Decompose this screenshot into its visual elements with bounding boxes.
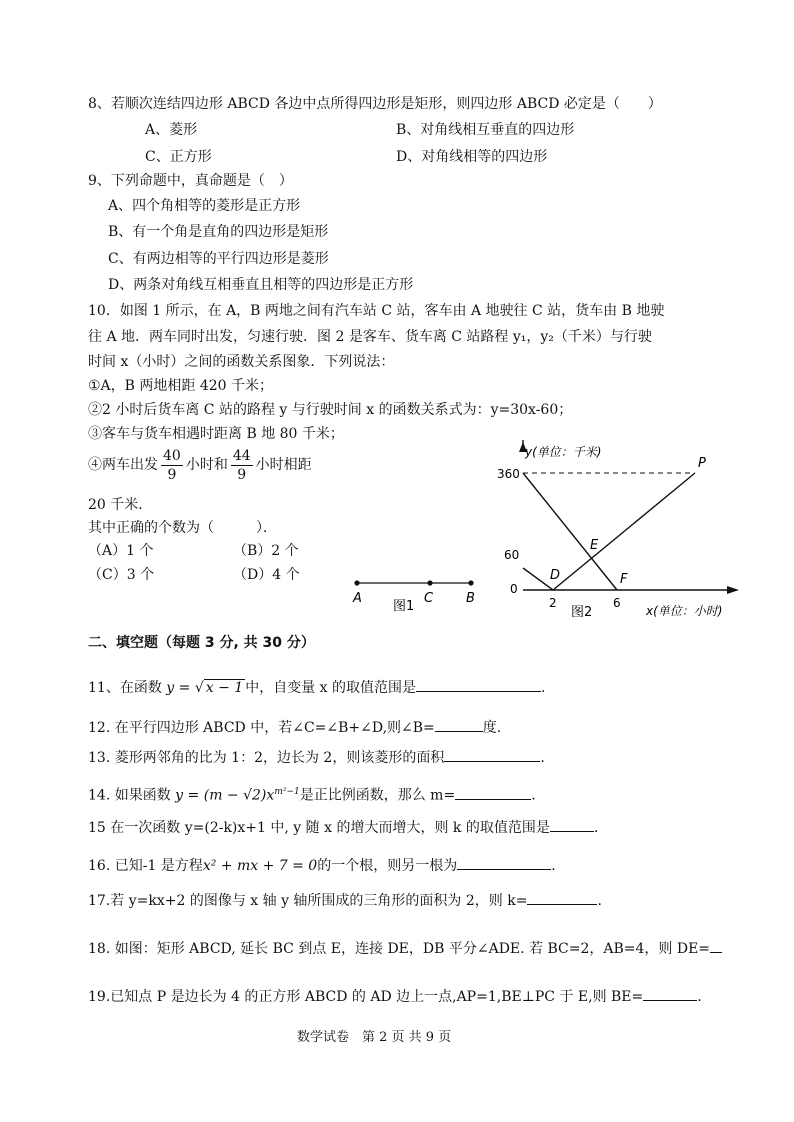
section-2-heading: 二、填空题（每题 3 分, 共 30 分） bbox=[88, 635, 315, 651]
q11-var-y: y bbox=[166, 680, 175, 696]
line-passenger-car bbox=[523, 473, 617, 590]
q14 bbox=[88, 782, 536, 806]
y-axis-label: y(单位：千米) bbox=[525, 445, 602, 459]
q8-option-a: A、菱形 bbox=[145, 122, 198, 138]
q10-option-b: （B）2 个 bbox=[233, 543, 299, 559]
sqrt-icon: √ bbox=[194, 680, 204, 696]
point-label-d: D bbox=[550, 568, 561, 583]
q14-text-b: 是正比例函数，那么 m= bbox=[299, 787, 456, 804]
q17-end: . bbox=[597, 893, 602, 909]
q10-option-d: （D）4 个 bbox=[233, 567, 300, 583]
point-c bbox=[427, 580, 432, 585]
q18-text: 18. 如图：矩形 ABCD, 延长 BC 到点 E，连接 DE，DB 平分∠ADE. 若 BC=2，AB=4，则 DE= bbox=[88, 941, 711, 957]
q14-exponent: m²−1 bbox=[274, 787, 300, 797]
fraction-40-9 bbox=[161, 447, 183, 484]
q11-equals: = bbox=[174, 680, 195, 696]
q17-answer-blank[interactable] bbox=[527, 890, 597, 905]
q12 bbox=[88, 717, 501, 738]
q11-text-b: 中，自变量 x 的取值范围是 bbox=[245, 680, 416, 696]
q10-s4-part-c: 小时相距 bbox=[255, 457, 312, 473]
q10-s4-part-a: ④两车出发 bbox=[88, 457, 158, 473]
q11-end: . bbox=[541, 680, 546, 696]
figure-2 bbox=[495, 440, 755, 620]
page-footer: 数学试卷 第 2 页 共 9 页 bbox=[297, 1030, 452, 1045]
point-label-e: E bbox=[590, 538, 599, 553]
label-c: C bbox=[424, 591, 434, 606]
q10-statement-1: ①A，B 两地相距 420 千米； bbox=[88, 378, 274, 394]
x-axis-label: x(单位：小时) bbox=[646, 604, 723, 618]
q11 bbox=[88, 677, 545, 698]
q19 bbox=[88, 986, 702, 1007]
fraction-44-9 bbox=[231, 447, 253, 484]
q8-option-c: C、正方形 bbox=[145, 149, 212, 165]
q18 bbox=[88, 938, 722, 959]
q16-text-b: 的一个根，则另一根为 bbox=[317, 858, 458, 874]
q10-option-c: （C）3 个 bbox=[88, 567, 155, 583]
q15 bbox=[88, 817, 598, 838]
q12-answer-blank[interactable] bbox=[435, 717, 483, 732]
q16-end: . bbox=[551, 858, 556, 874]
q11-radicand: x − 1 bbox=[205, 680, 244, 696]
q8-option-d: D、对角线相等的四边形 bbox=[396, 149, 548, 165]
q10-statement-2: ②2 小时后货车离 C 站的路程 y 与行驶时间 x 的函数关系式为：y=30x-60； bbox=[88, 402, 573, 418]
q14-text-a: 14. 如果函数 bbox=[88, 787, 171, 804]
fraction-numerator: 40 bbox=[163, 447, 181, 464]
q18-answer-blank[interactable] bbox=[710, 938, 722, 953]
q13 bbox=[88, 747, 545, 768]
x-axis-arrow-icon bbox=[727, 586, 739, 594]
point-a bbox=[354, 580, 359, 585]
q11-answer-blank[interactable] bbox=[416, 677, 541, 692]
fraction-numerator: 44 bbox=[232, 447, 251, 464]
tick-label-60: 60 bbox=[504, 548, 520, 562]
q10-option-a: （A）1 个 bbox=[88, 543, 154, 559]
q19-end: . bbox=[697, 989, 702, 1005]
q10-statement-4-end: 20 千米． bbox=[88, 497, 153, 513]
line-truck bbox=[523, 473, 695, 590]
point-label-f: F bbox=[620, 572, 628, 587]
q9-option-b: B、有一个角是直角的四边形是矩形 bbox=[108, 224, 329, 240]
q14-coefficient: (m − √2) bbox=[203, 787, 267, 804]
q14-answer-blank[interactable] bbox=[455, 785, 531, 800]
q9-option-c: C、有两边相等的平行四边形是菱形 bbox=[108, 251, 329, 267]
q16-text-a: 16. 已知-1 是方程 bbox=[88, 858, 203, 874]
q16-answer-blank[interactable] bbox=[457, 855, 551, 870]
origin-label: 0 bbox=[510, 582, 518, 596]
q13-answer-blank[interactable] bbox=[444, 747, 540, 762]
q16-equation: x² + mx + 7 = 0 bbox=[202, 858, 318, 874]
q8-stem: 8、若顺次连结四边形 ABCD 各边中点所得四边形是矩形，则四边形 ABCD 必定是（ ） bbox=[88, 96, 662, 112]
fraction-denominator: 9 bbox=[167, 466, 177, 483]
q10-s4-part-b: 小时和 bbox=[185, 457, 228, 473]
q14-var-x: x bbox=[266, 787, 275, 804]
q12-text: 12. 在平行四边形 ABCD 中，若∠C=∠B+∠D,则∠B= bbox=[88, 720, 435, 736]
q12-end: 度. bbox=[482, 720, 502, 736]
figure-1 bbox=[345, 572, 485, 617]
q14-equals: = bbox=[183, 787, 204, 804]
tick-label-360: 360 bbox=[497, 467, 520, 481]
q15-text: 15 在一次函数 y=(2-k)x+1 中, y 随 x 的增大而增大，则 k 的取值范围是 bbox=[88, 820, 550, 836]
q13-text: 13. 菱形两邻角的比为 1：2，边长为 2，则该菱形的面积 bbox=[88, 750, 445, 766]
label-b: B bbox=[466, 591, 475, 606]
q15-answer-blank[interactable] bbox=[550, 817, 594, 832]
label-a: A bbox=[353, 591, 362, 606]
q19-answer-blank[interactable] bbox=[643, 986, 697, 1001]
q13-end: . bbox=[540, 750, 545, 766]
q10-statement-3: ③客车与货车相遇时距离 B 地 80 千米； bbox=[88, 426, 344, 442]
q10-line-3: 时间 x（小时）之间的函数关系图象．下列说法： bbox=[88, 354, 395, 370]
tick-label-2: 2 bbox=[549, 596, 557, 610]
q9-stem: 9、下列命题中，真命题是（ ） bbox=[88, 173, 293, 189]
point-label-p: P bbox=[698, 456, 706, 471]
q19-text: 19.已知点 P 是边长为 4 的正方形 ABCD 的 AD 边上一点,AP=1,BE⊥PC 于 E,则 BE= bbox=[88, 989, 644, 1005]
q9-option-a: A、四个角相等的菱形是正方形 bbox=[108, 198, 301, 214]
figure-2-caption: 图2 bbox=[571, 605, 593, 620]
q16 bbox=[88, 855, 556, 876]
q10-statement-4 bbox=[88, 444, 312, 486]
q17-text: 17.若 y=kx+2 的图像与 x 轴 y 轴所围成的三角形的面积为 2，则 k= bbox=[88, 893, 528, 909]
q14-end: . bbox=[531, 787, 536, 804]
fraction-denominator: 9 bbox=[237, 466, 247, 483]
tick-label-6: 6 bbox=[613, 596, 621, 610]
q8-option-b: B、对角线相互垂直的四边形 bbox=[396, 122, 575, 138]
q10-ask: 其中正确的个数为（ ）． bbox=[88, 520, 277, 536]
point-b bbox=[468, 580, 473, 585]
q15-end: . bbox=[593, 820, 599, 836]
q10-line-2: 往 A 地．两车同时出发，匀速行驶．图 2 是客车、货车离 C 站路程 y₁，y₂（千米）与行驶 bbox=[88, 329, 652, 345]
q11-text-a: 11、在函数 bbox=[88, 680, 162, 696]
q9-option-d: D、两条对角线互相垂直且相等的四边形是正方形 bbox=[108, 277, 414, 293]
q10-line-1: 10．如图 1 所示，在 A，B 两地之间有汽车站 C 站，客车由 A 地驶往 C 站，货车由 B 地驶 bbox=[88, 303, 665, 319]
q17 bbox=[88, 890, 602, 911]
q14-var-y: y bbox=[175, 787, 184, 804]
figure-1-caption: 图1 bbox=[393, 599, 415, 614]
